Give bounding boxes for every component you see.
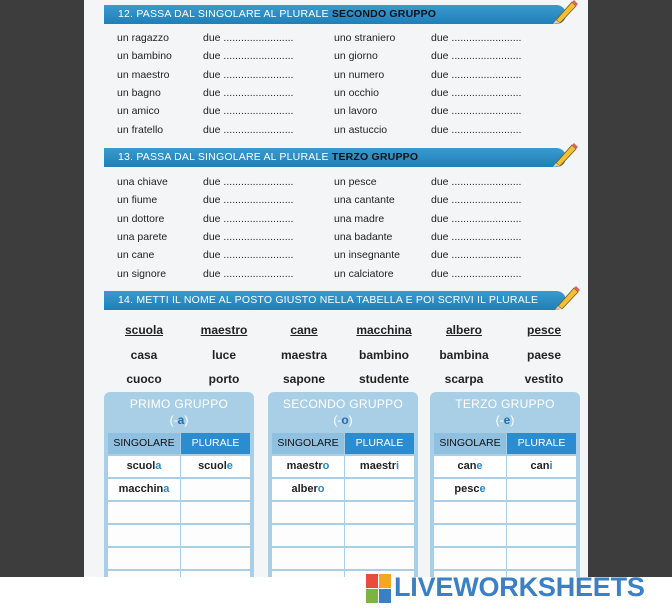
plural-blank[interactable]: due ........................: [431, 176, 522, 188]
plural-cell[interactable]: [345, 525, 414, 546]
word-suffix: e: [476, 460, 483, 472]
worksheet-page: [84, 0, 588, 613]
liveworksheets-logo-icon: [366, 574, 392, 604]
group-suffix-label: [268, 413, 418, 427]
exercise-item-singular: un dottore: [117, 212, 165, 225]
exercise-item-singular: una cantante: [334, 194, 395, 207]
exercise-14-number: 14.: [118, 294, 134, 306]
exercise-item-singular: un ragazzo: [117, 32, 169, 44]
word-bank-item[interactable]: bambina: [439, 347, 489, 362]
plural-cell[interactable]: [345, 456, 414, 477]
plural-blank[interactable]: due ........................: [431, 32, 522, 44]
exercise-item-singular: una madre: [334, 212, 385, 225]
suffix-letter: a: [177, 413, 185, 427]
exercise-item-singular: un bambino: [117, 50, 172, 63]
word-stem: pesc: [454, 483, 480, 495]
plural-blank[interactable]: due ........................: [431, 230, 522, 243]
plural-blank[interactable]: due ........................: [203, 105, 294, 118]
word-suffix: i: [549, 460, 553, 472]
word-bank-item[interactable]: porto: [208, 372, 240, 386]
word-bank-item[interactable]: casa: [130, 347, 158, 362]
exercise-14-text: METTI IL NOME AL POSTO GIUSTO NELLA TABELLA E POI SCRIVI IL PLURALE: [136, 294, 539, 306]
word-bank-item[interactable]: paese: [526, 347, 562, 362]
suffix-open: (-: [169, 413, 178, 427]
word-suffix: o: [317, 483, 325, 495]
suffix-open: (-: [495, 413, 504, 427]
exercise-item-singular: una badante: [334, 230, 393, 243]
singular-cell[interactable]: [434, 456, 506, 477]
singular-cell[interactable]: [108, 456, 180, 477]
singular-cell[interactable]: [434, 502, 506, 523]
singular-cell[interactable]: [108, 548, 180, 569]
plural-cell[interactable]: [181, 479, 250, 500]
plural-cell[interactable]: [345, 479, 414, 500]
word-bank-item[interactable]: studente: [358, 372, 409, 386]
word-bank-item[interactable]: maestra: [280, 347, 328, 362]
word-stem: macchin: [118, 483, 164, 495]
plural-blank[interactable]: due ........................: [431, 212, 522, 225]
suffix-letter: e: [503, 413, 511, 427]
plural-blank[interactable]: due ........................: [203, 249, 294, 262]
exercise-item-singular: una parete: [117, 230, 168, 243]
suffix-close: ): [510, 413, 515, 427]
group-title: SECONDO GRUPPO: [282, 397, 404, 411]
plural-blank[interactable]: due ........................: [203, 32, 294, 44]
singular-cell[interactable]: [434, 548, 506, 569]
singular-cell[interactable]: [108, 525, 180, 546]
word-stem: scuol: [198, 460, 227, 472]
group-box: [104, 392, 254, 606]
singular-cell[interactable]: [272, 525, 344, 546]
plural-blank[interactable]: due ........................: [431, 105, 522, 118]
suffix-open: (-: [333, 413, 342, 427]
plural-cell[interactable]: [181, 502, 250, 523]
singular-cell[interactable]: [434, 479, 506, 500]
word-bank-item[interactable]: bambino: [359, 347, 409, 362]
exercise-item-singular: un numero: [334, 68, 385, 81]
singular-cell[interactable]: [108, 479, 180, 500]
word-stem: maestr: [286, 460, 323, 472]
plural-cell[interactable]: [181, 456, 250, 477]
word-stem: can: [530, 460, 550, 472]
plural-blank[interactable]: due ........................: [431, 194, 522, 207]
word-bank-item[interactable]: pesce: [526, 323, 562, 337]
singular-cell[interactable]: [108, 502, 180, 523]
word-bank-item[interactable]: vestito: [524, 372, 564, 386]
word-suffix: e: [479, 483, 486, 495]
word-suffix: o: [322, 460, 330, 472]
group-suffix-label: [430, 413, 580, 427]
word-bank-item[interactable]: sapone: [282, 372, 325, 386]
word-stem: scuol: [126, 460, 156, 472]
exercise-12-bold: SECONDO GRUPPO: [331, 8, 437, 20]
exercise-item-singular: un signore: [117, 267, 167, 280]
column-header-singolare: SINGOLARE: [108, 433, 180, 454]
word-suffix: a: [163, 483, 170, 495]
word-bank-item[interactable]: maestro: [200, 323, 248, 337]
group-title: PRIMO GRUPPO: [129, 397, 229, 411]
word-bank-item[interactable]: scarpa: [444, 372, 484, 386]
exercise-item-singular: un cane: [117, 249, 155, 262]
word-suffix: e: [226, 460, 233, 472]
pencil-icon: [552, 284, 580, 310]
word-bank-item[interactable]: luce: [211, 347, 236, 362]
plural-cell[interactable]: [507, 479, 576, 500]
exercise-item-singular: un occhio: [334, 86, 379, 99]
exercise-13-number: 13.: [118, 151, 134, 163]
exercise-item-singular: uno straniero: [334, 32, 396, 44]
exercise-14-banner: [104, 291, 566, 310]
exercise-item-singular: una chiave: [117, 176, 168, 188]
column-header-plurale: PLURALE: [181, 433, 250, 454]
singular-cell[interactable]: [272, 479, 344, 500]
word-stem: alber: [291, 483, 318, 495]
singular-cell[interactable]: [272, 502, 344, 523]
plural-cell[interactable]: [507, 548, 576, 569]
plural-cell[interactable]: [345, 502, 414, 523]
exercise-12-number: 12.: [118, 8, 134, 20]
exercise-13-text: PASSA DAL SINGOLARE AL PLURALE: [136, 151, 329, 163]
exercise-item-singular: un giorno: [334, 50, 378, 63]
word-bank-item[interactable]: cane: [290, 323, 318, 337]
plural-cell[interactable]: [507, 502, 576, 523]
plural-blank[interactable]: due ........................: [203, 212, 294, 225]
exercise-item-singular: un insegnante: [334, 249, 400, 262]
singular-cell[interactable]: [272, 548, 344, 569]
exercise-12-banner: [104, 5, 566, 24]
exercise-13-bold: TERZO GRUPPO: [331, 151, 419, 163]
exercise-item-singular: un lavoro: [334, 105, 378, 118]
exercise-item-singular: un maestro: [117, 68, 170, 81]
column-header-plurale: PLURALE: [345, 433, 414, 454]
exercise-item-singular: un bagno: [117, 86, 161, 99]
plural-blank[interactable]: due ........................: [431, 86, 522, 99]
pencil-icon: [550, 141, 578, 167]
plural-blank[interactable]: due ........................: [431, 50, 522, 63]
column-header-singolare: SINGOLARE: [272, 433, 344, 454]
suffix-close: ): [348, 413, 353, 427]
exercise-12-text: PASSA DAL SINGOLARE AL PLURALE: [136, 8, 329, 20]
word-bank-item[interactable]: albero: [445, 323, 482, 337]
word-suffix: a: [155, 460, 162, 472]
word-bank-item[interactable]: macchina: [356, 323, 412, 337]
plural-blank[interactable]: due ........................: [203, 267, 294, 280]
column-header-plurale: PLURALE: [507, 433, 576, 454]
word-stem: can: [457, 460, 477, 472]
plural-blank[interactable]: due ........................: [431, 123, 522, 136]
word-bank-item[interactable]: scuola: [124, 323, 163, 337]
plural-cell[interactable]: [507, 525, 576, 546]
exercise-item-singular: un pesce: [334, 176, 377, 188]
exercise-item-singular: un fiume: [117, 194, 158, 207]
word-stem: maestr: [359, 460, 396, 472]
plural-blank[interactable]: due ........................: [203, 176, 294, 188]
word-bank-item[interactable]: cuoco: [126, 372, 162, 386]
exercise-13-banner: [104, 148, 566, 167]
exercise-item-singular: un fratello: [117, 123, 164, 136]
liveworksheets-logo-text: LIVEWORKSHEETS: [394, 572, 645, 602]
singular-cell[interactable]: [434, 525, 506, 546]
suffix-letter: o: [341, 413, 349, 427]
plural-blank[interactable]: due ........................: [431, 267, 522, 280]
group-suffix-label: [104, 413, 254, 427]
exercise-item-singular: un calciatore: [334, 267, 394, 280]
plural-blank[interactable]: due ........................: [203, 230, 294, 243]
word-suffix: i: [396, 460, 400, 472]
plural-cell[interactable]: [507, 456, 576, 477]
plural-blank[interactable]: due ........................: [431, 249, 522, 262]
plural-blank[interactable]: due ........................: [203, 68, 294, 81]
pencil-icon: [550, 0, 578, 24]
group-title: TERZO GRUPPO: [455, 397, 555, 411]
plural-blank[interactable]: due ........................: [203, 50, 294, 63]
exercise-item-singular: un amico: [117, 105, 160, 118]
plural-blank[interactable]: due ........................: [203, 123, 294, 136]
exercise-item-singular: un astuccio: [334, 123, 388, 136]
column-header-singolare: SINGOLARE: [434, 433, 506, 454]
plural-blank[interactable]: due ........................: [431, 68, 522, 81]
plural-blank[interactable]: due ........................: [203, 194, 294, 207]
suffix-close: ): [184, 413, 189, 427]
plural-cell[interactable]: [181, 525, 250, 546]
plural-blank[interactable]: due ........................: [203, 86, 294, 99]
plural-cell[interactable]: [181, 548, 250, 569]
plural-cell[interactable]: [345, 548, 414, 569]
singular-cell[interactable]: [272, 456, 344, 477]
